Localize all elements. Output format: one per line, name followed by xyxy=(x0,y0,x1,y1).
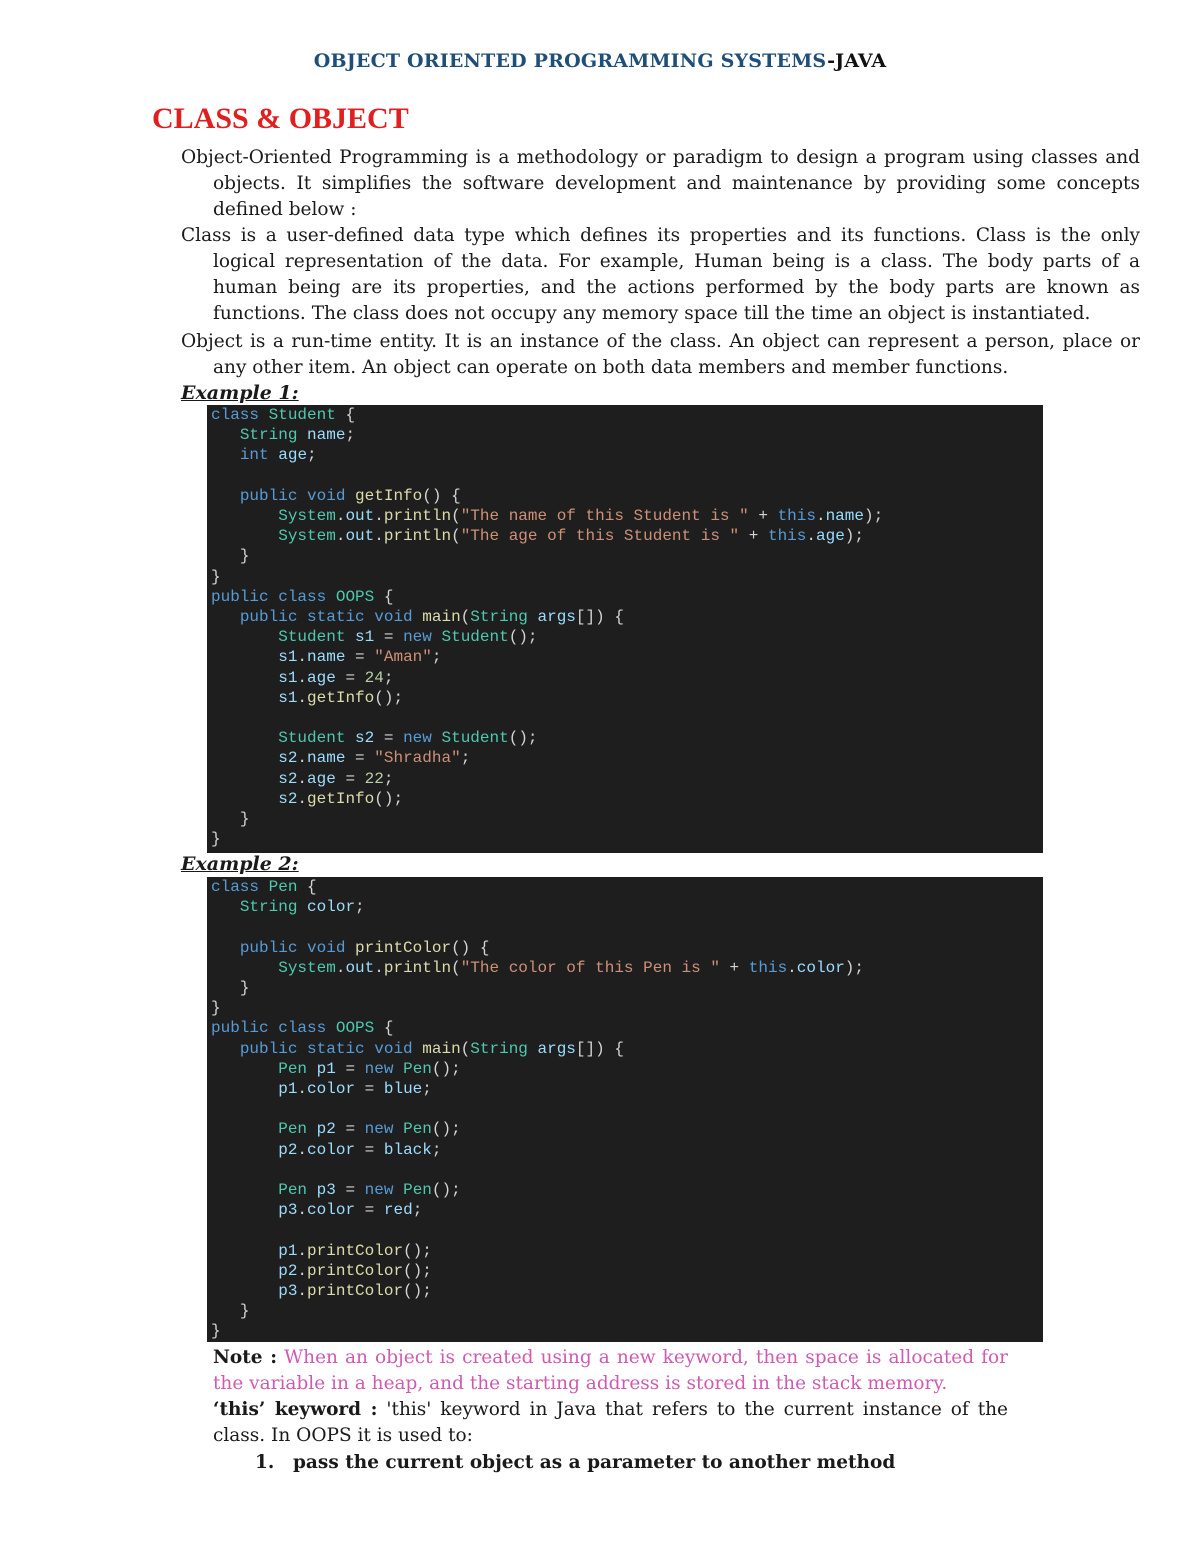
code-line: } xyxy=(239,979,250,998)
list-item-text: pass the current object as a parameter to another method xyxy=(293,1452,896,1473)
code-line: } xyxy=(211,1322,221,1341)
code-line: class Pen { xyxy=(211,878,317,896)
code-line: p1.color = blue; xyxy=(278,1080,432,1099)
code-line: } xyxy=(239,810,250,829)
code-line: public void printColor() { xyxy=(239,938,490,957)
this-keyword-paragraph xyxy=(213,1397,1008,1449)
code-block-example-1 xyxy=(207,405,1043,853)
header-suffix: -JAVA xyxy=(827,50,887,72)
code-line: } xyxy=(239,547,250,566)
code-line: class Student { xyxy=(211,406,356,424)
paragraph-object: Object is a run-time entity. It is an instance of the class. An object can represent a person, place or any other item. An object can operate on both data members and member functions. xyxy=(181,331,1140,378)
list-item-marker: 1. xyxy=(255,1452,275,1473)
paragraph-oop: Object-Oriented Programming is a methodology or paradigm to design a program using classes and objects. It simplifies the software development and maintenance by providing some concepts defined below : xyxy=(181,147,1140,220)
code-line: String color; xyxy=(239,898,365,917)
code-line: String name; xyxy=(239,426,356,445)
code-line: s2.name = "Shradha"; xyxy=(278,749,471,768)
code-line: public class OOPS { xyxy=(211,1019,394,1038)
this-keyword-text: 'this' keyword in Java that refers to the current instance of the class. In OOPS it is used to: xyxy=(213,1399,1008,1446)
list-item xyxy=(255,1450,895,1476)
code-line: public static void main(String args[]) { xyxy=(239,1039,624,1058)
header-title: OBJECT ORIENTED PROGRAMMING SYSTEMS xyxy=(313,50,828,72)
example-1-label: Example 1: xyxy=(181,382,299,404)
paragraph-class: Class is a user-defined data type which defines its properties and its functions. Class is the only logical representation of the data. For example, Human being is a class. The body parts of a human being are its properties, and the actions performed by the body parts are known as functions. The class does not occupy any memory space till the time an object is instantiated. xyxy=(181,225,1140,324)
code-line: int age; xyxy=(239,446,317,465)
code-line: } xyxy=(211,567,221,586)
code-line: } xyxy=(211,999,221,1018)
code-line: System.out.println("The name of this Student is " + this.name); xyxy=(278,507,884,526)
code-line: public void getInfo() { xyxy=(239,486,461,505)
code-line: s1.getInfo(); xyxy=(278,688,404,707)
code-line: System.out.println("The color of this Pen is " + this.color); xyxy=(278,958,864,977)
code-line: p2.printColor(); xyxy=(278,1261,432,1280)
note-paragraph xyxy=(213,1345,1008,1397)
code-line: public class OOPS { xyxy=(211,587,394,606)
code-line: Student s1 = new Student(); xyxy=(278,628,538,647)
code-line: s2.age = 22; xyxy=(278,769,394,788)
code-line: } xyxy=(211,830,221,849)
code-line: } xyxy=(239,1302,250,1321)
page-header xyxy=(0,50,1200,72)
code-block-example-2 xyxy=(207,877,1043,1342)
code-line: p1.printColor(); xyxy=(278,1241,432,1260)
code-line: s2.getInfo(); xyxy=(278,789,404,808)
code-line: Pen p3 = new Pen(); xyxy=(278,1181,461,1200)
code-line: System.out.println("The age of this Student is " + this.age); xyxy=(278,527,864,546)
code-line: Pen p1 = new Pen(); xyxy=(278,1059,461,1078)
note-text: When an object is created using a new keyword, then space is allocated for the variable in a heap, and the starting address is stored in the stack memory. xyxy=(213,1347,1008,1394)
code-line: p3.printColor(); xyxy=(278,1282,432,1301)
code-line: s1.name = "Aman"; xyxy=(278,648,442,667)
section-title: CLASS & OBJECT xyxy=(152,102,409,135)
code-line: public static void main(String args[]) { xyxy=(239,608,624,627)
note-label: Note : xyxy=(213,1347,278,1368)
example-2-label: Example 2: xyxy=(181,853,299,875)
code-line: p3.color = red; xyxy=(278,1201,423,1220)
code-line: Pen p2 = new Pen(); xyxy=(278,1120,461,1139)
code-line: s1.age = 24; xyxy=(278,668,394,687)
code-line: p2.color = black; xyxy=(278,1140,442,1159)
code-line: Student s2 = new Student(); xyxy=(278,729,538,748)
this-keyword-label: ‘this’ keyword : xyxy=(213,1399,378,1420)
